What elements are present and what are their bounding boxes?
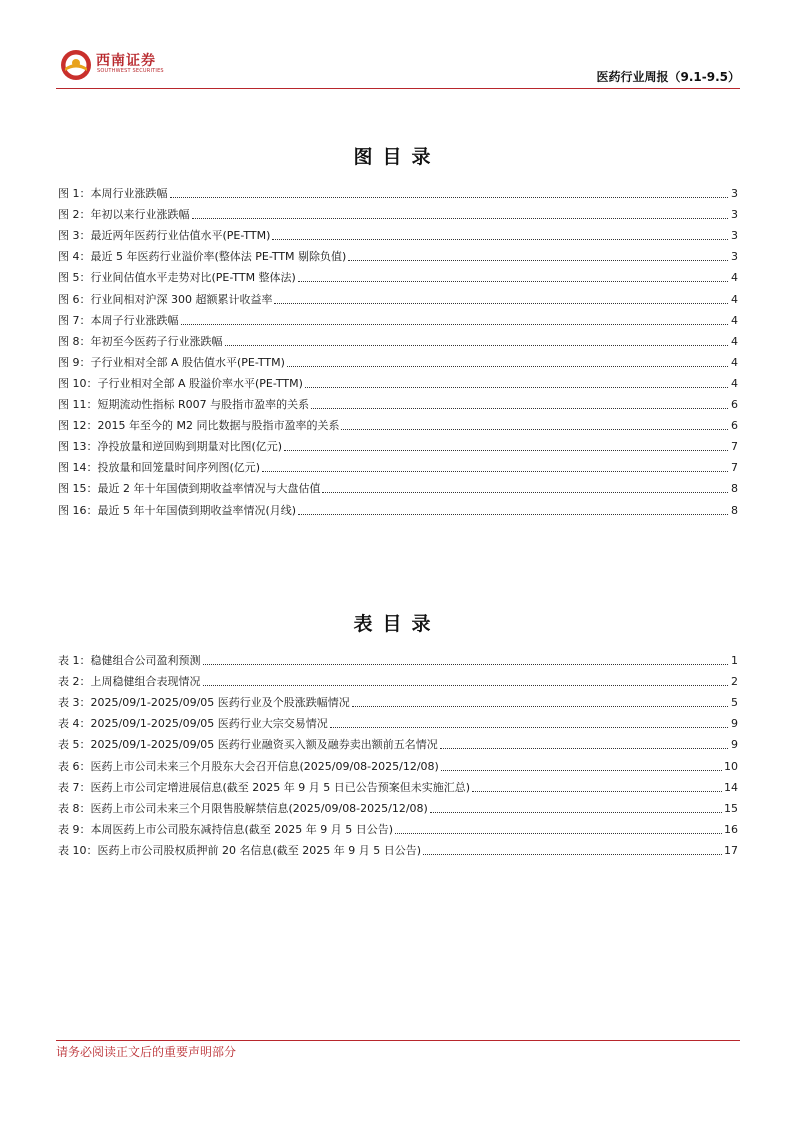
- toc-entry-page: 9: [731, 717, 738, 731]
- toc-dot-leader: [203, 664, 729, 665]
- toc-dot-leader: [472, 791, 722, 792]
- toc-dot-leader: [274, 303, 728, 304]
- toc-entry[interactable]: [58, 201, 738, 222]
- tables-toc-title: 表目录: [353, 613, 441, 635]
- toc-entry[interactable]: [58, 752, 738, 773]
- toc-entry-page: 4: [731, 271, 738, 285]
- toc-entry-label: 图 11：短期流动性指标 R007 与股指市盈率的关系: [58, 398, 310, 412]
- toc-dot-leader: [348, 260, 728, 261]
- toc-entry-label: 图 16：最近 5 年十年国债到期收益率情况(月线): [58, 503, 297, 517]
- toc-entry-page: 4: [731, 355, 738, 369]
- toc-entry-label: 图 2：年初以来行业涨跌幅: [58, 208, 190, 222]
- toc-entry[interactable]: [58, 222, 738, 243]
- toc-dot-leader: [305, 387, 728, 388]
- toc-dot-leader: [395, 833, 722, 834]
- report-title: 医药行业周报（9.1-9.5）: [596, 70, 740, 84]
- toc-entry-label: 表 7：医药上市公司定增进展信息(截至 2025 年 9 月 5 日已公告预案但未实施汇总): [58, 780, 471, 794]
- toc-entry-label: 图 12：2015 年至今的 M2 同比数据与股指市盈率的关系: [58, 419, 340, 433]
- toc-entry[interactable]: [58, 243, 738, 264]
- toc-entry-page: 4: [731, 376, 738, 390]
- toc-entry[interactable]: [58, 412, 738, 433]
- disclaimer-note: 请务必阅读正文后的重要声明部分: [56, 1045, 237, 1059]
- toc-entry-page: 3: [731, 187, 738, 201]
- toc-entry-page: 17: [724, 843, 738, 857]
- tables-toc-list: [58, 647, 738, 858]
- toc-entry[interactable]: [58, 647, 738, 668]
- toc-entry[interactable]: [58, 391, 738, 412]
- header-divider: [56, 88, 740, 89]
- toc-entry[interactable]: [58, 454, 738, 475]
- toc-entry-label: 表 4：2025/09/1-2025/09/05 医药行业大宗交易情况: [58, 717, 328, 731]
- toc-entry[interactable]: [58, 496, 738, 517]
- page-header: [56, 46, 740, 90]
- toc-entry-page: 2: [731, 675, 738, 689]
- company-logo: [56, 46, 206, 86]
- toc-dot-leader: [287, 366, 728, 367]
- toc-dot-leader: [440, 748, 728, 749]
- toc-entry[interactable]: [58, 328, 738, 349]
- toc-entry-page: 3: [731, 229, 738, 243]
- toc-dot-leader: [352, 706, 728, 707]
- toc-dot-leader: [272, 239, 728, 240]
- toc-entry[interactable]: [58, 837, 738, 858]
- toc-dot-leader: [170, 197, 729, 198]
- toc-entry-page: 1: [731, 654, 738, 668]
- toc-dot-leader: [181, 324, 729, 325]
- toc-dot-leader: [341, 429, 728, 430]
- toc-dot-leader: [423, 854, 722, 855]
- toc-entry-page: 5: [731, 696, 738, 710]
- toc-dot-leader: [298, 514, 728, 515]
- toc-entry-label: 图 6：行业间相对沪深 300 超额累计收益率: [58, 292, 273, 306]
- toc-dot-leader: [311, 408, 728, 409]
- toc-entry-page: 15: [724, 801, 738, 815]
- toc-entry-page: 16: [724, 822, 738, 836]
- toc-dot-leader: [322, 492, 728, 493]
- brand-name-en: SOUTHWEST SECURITIES: [97, 68, 164, 74]
- toc-entry-label: 表 3：2025/09/1-2025/09/05 医药行业及个股涨跌幅情况: [58, 696, 350, 710]
- toc-entry[interactable]: [58, 349, 738, 370]
- toc-entry[interactable]: [58, 689, 738, 710]
- toc-entry-label: 图 7：本周子行业涨跌幅: [58, 313, 179, 327]
- toc-entry-label: 表 8：医药上市公司未来三个月限售股解禁信息(2025/09/08-2025/12/08): [58, 801, 428, 815]
- footer-divider: [56, 1040, 740, 1041]
- toc-dot-leader: [284, 450, 728, 451]
- toc-entry[interactable]: [58, 264, 738, 285]
- toc-entry-label: 表 5：2025/09/1-2025/09/05 医药行业融资买入额及融券卖出额前五名情况: [58, 738, 438, 752]
- toc-dot-leader: [225, 345, 729, 346]
- toc-entry-label: 图 14：投放量和回笼量时间序列图(亿元): [58, 461, 261, 475]
- toc-entry-page: 14: [724, 780, 738, 794]
- toc-entry-label: 图 13：净投放量和逆回购到期量对比图(亿元): [58, 440, 283, 454]
- toc-dot-leader: [441, 770, 722, 771]
- toc-entry-label: 图 1：本周行业涨跌幅: [58, 187, 168, 201]
- toc-entry-page: 4: [731, 334, 738, 348]
- toc-entry-label: 图 15：最近 2 年十年国债到期收益率情况与大盘估值: [58, 482, 321, 496]
- toc-entry-label: 图 10：子行业相对全部 A 股溢价率水平(PE-TTM): [58, 376, 303, 390]
- toc-dot-leader: [430, 812, 722, 813]
- toc-entry-label: 图 3：最近两年医药行业估值水平(PE-TTM): [58, 229, 271, 243]
- toc-entry-label: 图 9：子行业相对全部 A 股估值水平(PE-TTM): [58, 355, 285, 369]
- toc-entry[interactable]: [58, 774, 738, 795]
- toc-entry-label: 表 9：本周医药上市公司股东减持信息(截至 2025 年 9 月 5 日公告): [58, 822, 394, 836]
- toc-entry-page: 10: [724, 759, 738, 773]
- toc-entry-label: 图 8：年初至今医药子行业涨跌幅: [58, 334, 223, 348]
- toc-entry-page: 6: [731, 398, 738, 412]
- toc-entry-page: 7: [731, 440, 738, 454]
- toc-entry[interactable]: [58, 285, 738, 306]
- toc-dot-leader: [298, 281, 728, 282]
- toc-dot-leader: [262, 471, 728, 472]
- toc-entry-label: 图 4：最近 5 年医药行业溢价率(整体法 PE-TTM 剔除负值): [58, 250, 347, 264]
- figures-toc-title: 图目录: [353, 146, 441, 168]
- toc-dot-leader: [203, 685, 729, 686]
- toc-entry[interactable]: [58, 433, 738, 454]
- toc-entry-page: 4: [731, 313, 738, 327]
- toc-entry[interactable]: [58, 795, 738, 816]
- toc-entry[interactable]: [58, 307, 738, 328]
- toc-entry-page: 9: [731, 738, 738, 752]
- toc-entry-page: 3: [731, 250, 738, 264]
- toc-dot-leader: [192, 218, 729, 219]
- toc-entry[interactable]: [58, 710, 738, 731]
- toc-entry[interactable]: [58, 370, 738, 391]
- toc-dot-leader: [330, 727, 728, 728]
- toc-entry-label: 表 2：上周稳健组合表现情况: [58, 675, 201, 689]
- toc-entry[interactable]: [58, 816, 738, 837]
- toc-entry-page: 4: [731, 292, 738, 306]
- figures-toc-list: [58, 180, 738, 518]
- southwest-securities-logo-icon: [60, 49, 92, 81]
- toc-entry-label: 表 6：医药上市公司未来三个月股东大会召开信息(2025/09/08-2025/12/08): [58, 759, 439, 773]
- brand-name-cn: 西南证券: [96, 53, 156, 69]
- toc-entry-page: 8: [731, 503, 738, 517]
- toc-entry[interactable]: [58, 180, 738, 201]
- toc-entry-label: 图 5：行业间估值水平走势对比(PE-TTM 整体法): [58, 271, 296, 285]
- toc-entry-label: 表 10：医药上市公司股权质押前 20 名信息(截至 2025 年 9 月 5 日公告): [58, 843, 422, 857]
- toc-entry-page: 8: [731, 482, 738, 496]
- toc-entry-page: 7: [731, 461, 738, 475]
- toc-entry-label: 表 1：稳健组合公司盈利预测: [58, 654, 201, 668]
- toc-entry-page: 3: [731, 208, 738, 222]
- toc-entry[interactable]: [58, 668, 738, 689]
- toc-entry[interactable]: [58, 475, 738, 496]
- toc-entry-page: 6: [731, 419, 738, 433]
- toc-entry[interactable]: [58, 731, 738, 752]
